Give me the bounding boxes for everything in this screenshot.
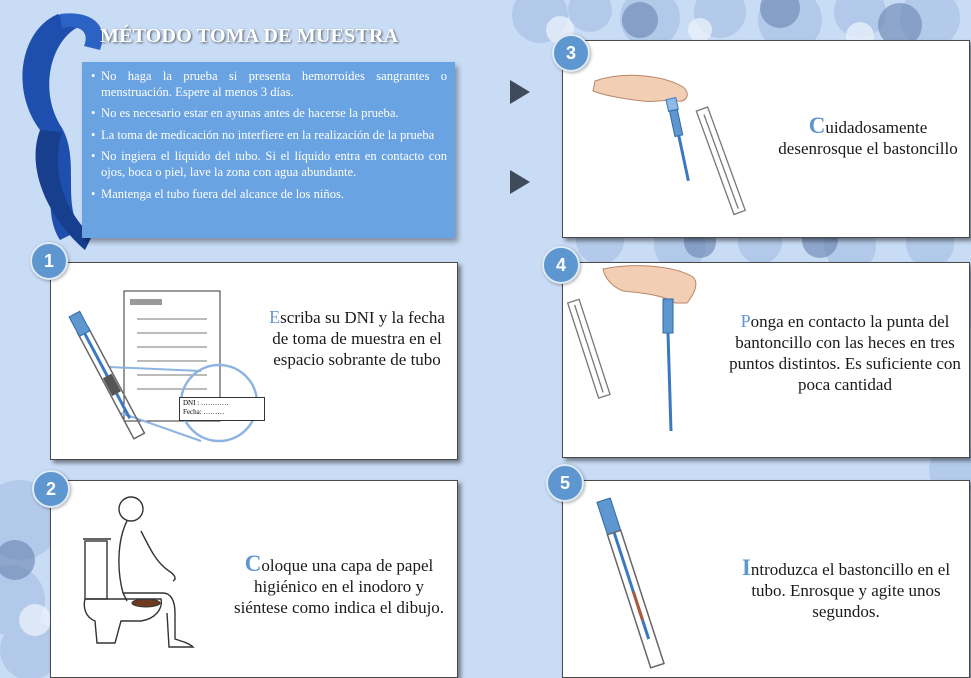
list-item: • Mantenga el tubo fuera del alcance de los niños. [91, 187, 447, 203]
step-4-panel [562, 262, 970, 458]
step-1-body: scriba su DNI y la fecha de toma de muestra en el espacio sobrante de tubo [272, 308, 445, 369]
step-1-number: 1 [30, 242, 68, 280]
step-3-text [775, 115, 961, 159]
insert-swab-illustration [573, 481, 753, 677]
step-1-panel [50, 262, 458, 460]
arrow-right-icon [510, 80, 530, 104]
arrow-right-icon [510, 170, 530, 194]
step-4-number: 4 [542, 246, 580, 284]
toilet-sitting-illustration [71, 481, 231, 677]
hand-unscrew-illustration [583, 41, 803, 237]
step-3-body: uidadosamente desenrosque el bastoncillo [778, 118, 958, 158]
step-3-panel [562, 40, 970, 238]
step-5-body: ntroduzca el bastoncillo en el tubo. Enrosque y agite unos segundos. [750, 560, 951, 621]
label-detail [179, 397, 265, 421]
fecha-field-label: Fecha: ……… [183, 408, 225, 416]
step-2-text [231, 553, 447, 618]
step-5-number: 5 [546, 464, 584, 502]
tube-label-illustration [51, 263, 271, 459]
list-item: • No es necesario estar en ayunas antes de hacerse la prueba. [91, 106, 447, 122]
page-title: MÉTODO TOMA DE MUESTRA [100, 25, 399, 47]
list-item: • No ingiera el líquido del tubo. Si el líquido entra en contacto con ojos, boca o piel, lave la zona con agua abundante. [91, 149, 447, 180]
step-1-initial: E [269, 307, 281, 327]
step-2-body: oloque una capa de papel higiénico en el inodoro y siéntese como indica el dibujo. [233, 556, 445, 617]
step-5-panel [562, 480, 970, 678]
step-1-text [269, 307, 445, 370]
step-4-body: onga en contacto la punta del bantoncillo con las heces en tres puntos distintos. Es suficiente con poca cantidad [729, 312, 961, 394]
step-2-number: 2 [32, 470, 70, 508]
list-item: • No haga la prueba si presenta hemorroides sangrantes o menstruación. Espere al menos 3 días. [91, 69, 447, 100]
step-2-panel [50, 480, 458, 678]
step-2-initial: C [244, 551, 262, 576]
list-item: • La toma de medicación no interfiere en la realización de la prueba [91, 128, 447, 144]
swab-contact-illustration [563, 263, 743, 457]
step-3-initial: C [808, 113, 826, 138]
dni-field-label: DNI : ………… [183, 399, 229, 407]
step-4-text [729, 311, 961, 395]
step-3-number: 3 [552, 34, 590, 72]
info-list [82, 62, 455, 202]
step-5-initial: I [741, 555, 751, 580]
info-box [82, 62, 455, 238]
step-4-initial: P [740, 311, 751, 331]
step-5-text [731, 557, 961, 622]
